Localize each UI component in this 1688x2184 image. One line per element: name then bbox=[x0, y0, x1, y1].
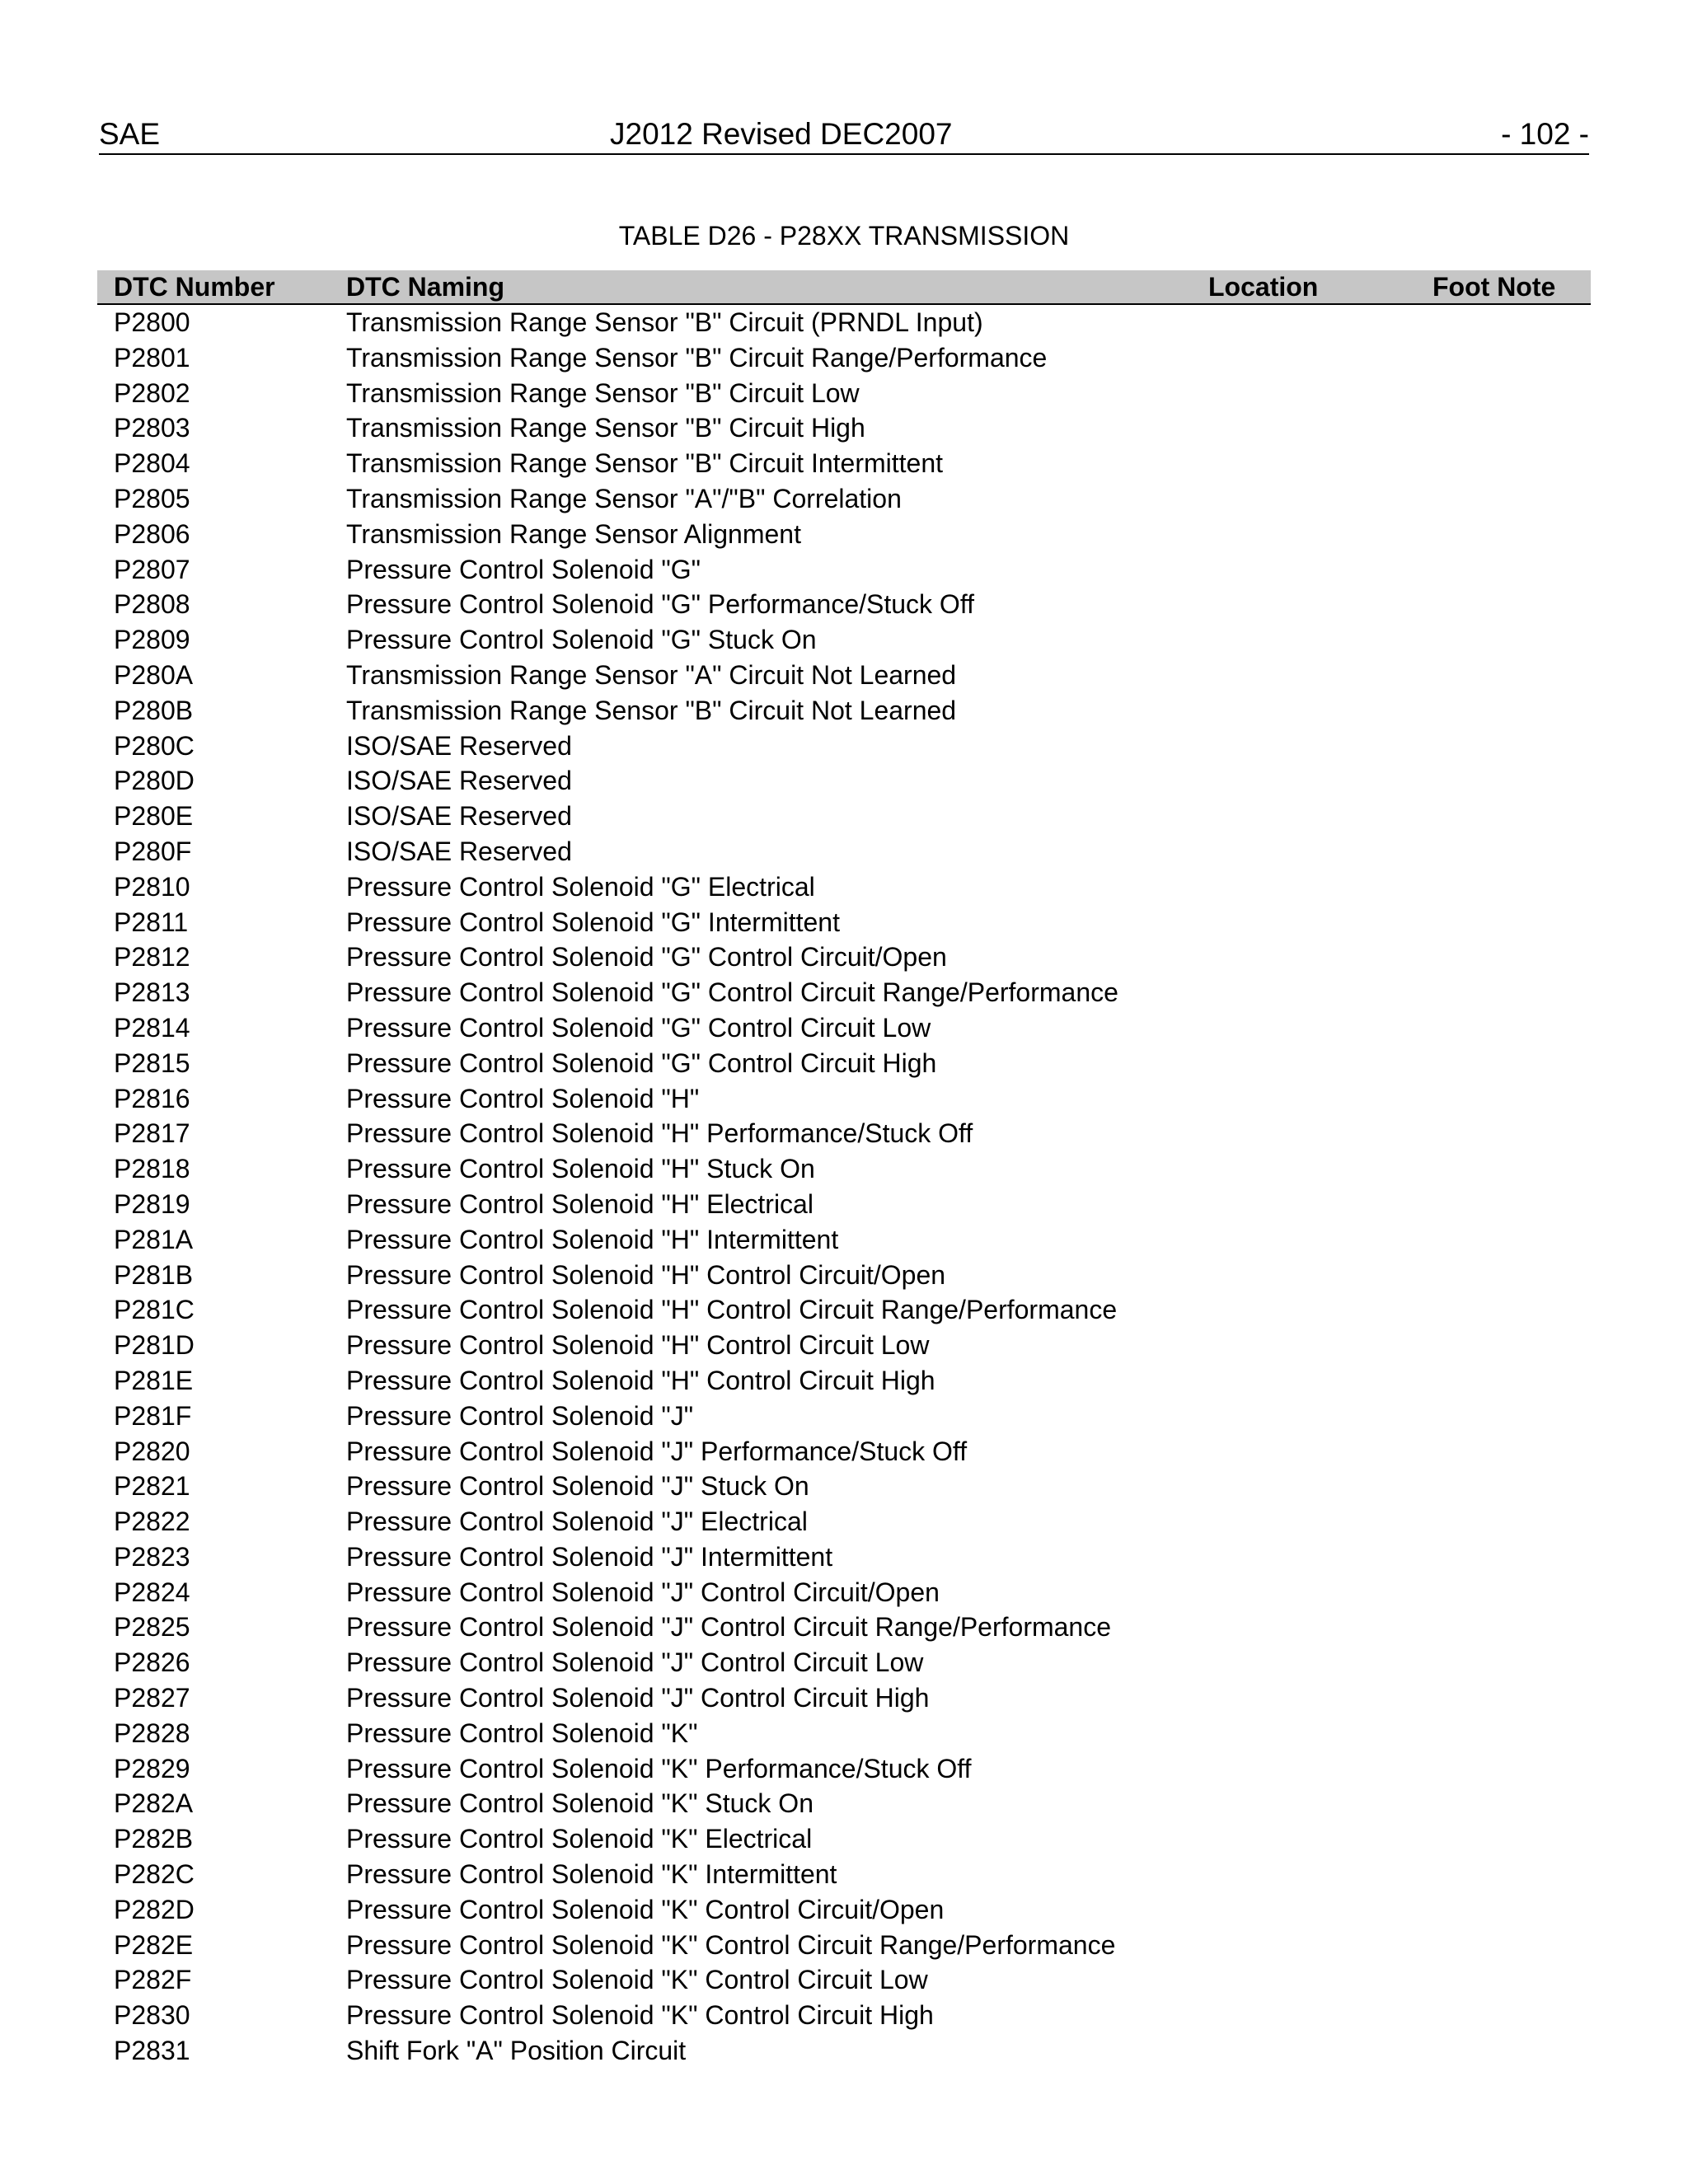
dtc-naming-cell: Pressure Control Solenoid "H" Control Circuit Range/Performance bbox=[346, 1295, 1118, 1325]
table-row bbox=[97, 1434, 1591, 1469]
dtc-number-cell: P2828 bbox=[114, 1718, 190, 1748]
dtc-naming-cell: Pressure Control Solenoid "J" Performance/Stuck Off bbox=[346, 1436, 968, 1466]
dtc-number-cell: P2829 bbox=[114, 1753, 190, 1783]
dtc-naming-cell: Pressure Control Solenoid "H" Control Circuit/Open bbox=[346, 1259, 946, 1290]
dtc-number-cell: P2800 bbox=[114, 307, 190, 337]
dtc-number-cell: P2831 bbox=[114, 2036, 190, 2066]
dtc-number-cell: P2804 bbox=[114, 448, 190, 479]
table-row bbox=[97, 517, 1591, 552]
dtc-number-cell: P2823 bbox=[114, 1541, 190, 1572]
table-row bbox=[97, 340, 1591, 376]
table-row bbox=[97, 1786, 1591, 1821]
dtc-number-cell: P281E bbox=[114, 1365, 194, 1395]
table-row bbox=[97, 1821, 1591, 1857]
table-row bbox=[97, 693, 1591, 729]
dtc-number-cell: P2821 bbox=[114, 1471, 190, 1502]
dtc-naming-cell: Pressure Control Solenoid "H" Performance/Stuck Off bbox=[346, 1118, 973, 1149]
dtc-naming-cell: Pressure Control Solenoid "H" Control Circuit High bbox=[346, 1365, 935, 1395]
dtc-naming-cell: Transmission Range Sensor "B" Circuit Low bbox=[346, 377, 860, 408]
table-row bbox=[97, 729, 1591, 764]
table-row bbox=[97, 1575, 1591, 1610]
dtc-number-cell: P280C bbox=[114, 730, 195, 761]
dtc-number-cell: P282B bbox=[114, 1824, 194, 1854]
table-row bbox=[97, 1399, 1591, 1434]
dtc-naming-cell: Transmission Range Sensor "B" Circuit Not Learned bbox=[346, 695, 957, 725]
dtc-naming-cell: Pressure Control Solenoid "J" Control Circuit/Open bbox=[346, 1577, 940, 1607]
dtc-naming-cell: Pressure Control Solenoid "K" Control Circuit High bbox=[346, 2000, 934, 2031]
table-row bbox=[97, 1010, 1591, 1046]
table-row bbox=[97, 1187, 1591, 1222]
dtc-number-cell: P2825 bbox=[114, 1612, 190, 1643]
table-row bbox=[97, 2033, 1591, 2069]
dtc-number-cell: P2822 bbox=[114, 1507, 190, 1537]
dtc-naming-cell: Pressure Control Solenoid "H" bbox=[346, 1083, 700, 1113]
dtc-naming-cell: ISO/SAE Reserved bbox=[346, 766, 572, 796]
dtc-naming-cell: Pressure Control Solenoid "J" Control Circuit High bbox=[346, 1683, 930, 1713]
table-row bbox=[97, 1645, 1591, 1680]
dtc-naming-cell: ISO/SAE Reserved bbox=[346, 836, 572, 866]
dtc-number-cell: P2814 bbox=[114, 1012, 190, 1043]
table-row bbox=[97, 799, 1591, 834]
dtc-number-cell: P2813 bbox=[114, 977, 190, 1008]
dtc-number-cell: P2805 bbox=[114, 483, 190, 513]
table-row bbox=[97, 1328, 1591, 1363]
dtc-naming-cell: Pressure Control Solenoid "J" Stuck On bbox=[346, 1471, 809, 1502]
dtc-number-cell: P281D bbox=[114, 1330, 195, 1361]
dtc-number-cell: P280A bbox=[114, 659, 194, 690]
table-body bbox=[97, 305, 1591, 2069]
dtc-number-cell: P281A bbox=[114, 1224, 194, 1254]
table-row bbox=[97, 1928, 1591, 1963]
dtc-naming-cell: Pressure Control Solenoid "K" Control Circuit Low bbox=[346, 1965, 928, 1995]
table-row bbox=[97, 1363, 1591, 1399]
column-header-dtc-naming: DTC Naming bbox=[346, 272, 504, 302]
table-row bbox=[97, 1610, 1591, 1645]
column-header-foot-note: Foot Note bbox=[1432, 272, 1556, 302]
table-row bbox=[97, 1751, 1591, 1787]
table-row bbox=[97, 1116, 1591, 1151]
dtc-naming-cell: Transmission Range Sensor "B" Circuit High bbox=[346, 413, 865, 443]
dtc-naming-cell: Transmission Range Sensor "B" Circuit Range/Performance bbox=[346, 342, 1048, 373]
dtc-number-cell: P2807 bbox=[114, 554, 190, 584]
dtc-naming-cell: Pressure Control Solenoid "G" bbox=[346, 554, 701, 584]
dtc-naming-cell: Transmission Range Sensor "A" Circuit Not Learned bbox=[346, 659, 957, 690]
dtc-naming-cell: Pressure Control Solenoid "G" Performance/Stuck Off bbox=[346, 589, 975, 620]
dtc-number-cell: P280D bbox=[114, 766, 195, 796]
dtc-naming-cell: Pressure Control Solenoid "K" Electrical bbox=[346, 1824, 813, 1854]
dtc-number-cell: P2827 bbox=[114, 1683, 190, 1713]
dtc-number-cell: P2824 bbox=[114, 1577, 190, 1607]
table-row bbox=[97, 1892, 1591, 1928]
table-header-row bbox=[97, 270, 1591, 305]
dtc-naming-cell: Pressure Control Solenoid "G" Control Circuit/Open bbox=[346, 942, 947, 972]
dtc-naming-cell: Pressure Control Solenoid "G" Control Circuit Range/Performance bbox=[346, 977, 1118, 1008]
dtc-number-cell: P2826 bbox=[114, 1647, 190, 1678]
dtc-naming-cell: Pressure Control Solenoid "J" Electrical bbox=[346, 1507, 808, 1537]
dtc-naming-cell: Transmission Range Sensor "B" Circuit (PRNDL Input) bbox=[346, 307, 983, 337]
dtc-naming-cell: Shift Fork "A" Position Circuit bbox=[346, 2036, 687, 2066]
dtc-number-cell: P2810 bbox=[114, 871, 190, 902]
table-row bbox=[97, 552, 1591, 588]
dtc-number-cell: P282C bbox=[114, 1859, 195, 1890]
dtc-number-cell: P282D bbox=[114, 1894, 195, 1924]
dtc-naming-cell: Pressure Control Solenoid "H" Intermittent bbox=[346, 1224, 839, 1254]
header-organization: SAE bbox=[99, 117, 161, 151]
dtc-naming-cell: Pressure Control Solenoid "K" Performance/Stuck Off bbox=[346, 1753, 972, 1783]
dtc-number-cell: P2812 bbox=[114, 942, 190, 972]
dtc-number-cell: P282F bbox=[114, 1965, 192, 1995]
dtc-naming-cell: Pressure Control Solenoid "J" bbox=[346, 1400, 694, 1431]
dtc-naming-cell: ISO/SAE Reserved bbox=[346, 730, 572, 761]
dtc-number-cell: P282A bbox=[114, 1788, 194, 1819]
dtc-naming-cell: Pressure Control Solenoid "H" Stuck On bbox=[346, 1154, 815, 1184]
dtc-naming-cell: Pressure Control Solenoid "K" Control Circuit/Open bbox=[346, 1894, 945, 1924]
dtc-table bbox=[97, 270, 1591, 2069]
dtc-naming-cell: Pressure Control Solenoid "G" Stuck On bbox=[346, 625, 817, 655]
table-row bbox=[97, 905, 1591, 940]
dtc-number-cell: P2818 bbox=[114, 1154, 190, 1184]
dtc-number-cell: P2811 bbox=[114, 907, 189, 937]
table-row bbox=[97, 975, 1591, 1010]
table-row bbox=[97, 376, 1591, 411]
table-row bbox=[97, 658, 1591, 693]
dtc-naming-cell: Pressure Control Solenoid "G" Control Circuit Low bbox=[346, 1012, 931, 1043]
dtc-number-cell: P281C bbox=[114, 1295, 195, 1325]
dtc-naming-cell: Pressure Control Solenoid "G" Electrical bbox=[346, 871, 815, 902]
dtc-naming-cell: Transmission Range Sensor "B" Circuit Intermittent bbox=[346, 448, 944, 479]
dtc-naming-cell: Pressure Control Solenoid "K" Control Circuit Range/Performance bbox=[346, 1929, 1116, 1960]
table-row bbox=[97, 481, 1591, 517]
table-row bbox=[97, 1680, 1591, 1716]
dtc-number-cell: P2817 bbox=[114, 1118, 190, 1149]
column-header-location: Location bbox=[1208, 272, 1319, 302]
table-row bbox=[97, 1716, 1591, 1751]
table-row bbox=[97, 587, 1591, 622]
dtc-naming-cell: Pressure Control Solenoid "H" Electrical bbox=[346, 1188, 814, 1219]
dtc-naming-cell: Pressure Control Solenoid "H" Control Circuit Low bbox=[346, 1330, 930, 1361]
table-title: TABLE D26 - P28XX TRANSMISSION bbox=[618, 221, 1070, 251]
table-row bbox=[97, 1222, 1591, 1258]
table-row bbox=[97, 622, 1591, 658]
dtc-number-cell: P282E bbox=[114, 1929, 194, 1960]
dtc-number-cell: P281F bbox=[114, 1400, 192, 1431]
dtc-number-cell: P2809 bbox=[114, 625, 190, 655]
dtc-number-cell: P280E bbox=[114, 801, 194, 832]
dtc-number-cell: P2803 bbox=[114, 413, 190, 443]
table-row bbox=[97, 446, 1591, 481]
table-row bbox=[97, 1469, 1591, 1504]
table-row bbox=[97, 1962, 1591, 1998]
dtc-naming-cell: Transmission Range Sensor Alignment bbox=[346, 518, 801, 549]
dtc-naming-cell: Pressure Control Solenoid "G" Control Circuit High bbox=[346, 1047, 937, 1078]
dtc-naming-cell: Pressure Control Solenoid "J" Control Circuit Low bbox=[346, 1647, 924, 1678]
dtc-number-cell: P2830 bbox=[114, 2000, 190, 2031]
table-row bbox=[97, 410, 1591, 446]
dtc-number-cell: P280F bbox=[114, 836, 192, 866]
header-page-number: - 102 - bbox=[1501, 117, 1589, 151]
table-row bbox=[97, 1151, 1591, 1187]
header-document-id: J2012 Revised DEC2007 bbox=[610, 117, 953, 151]
dtc-number-cell: P2816 bbox=[114, 1083, 190, 1113]
dtc-number-cell: P2802 bbox=[114, 377, 190, 408]
table-row bbox=[97, 1504, 1591, 1540]
dtc-naming-cell: Pressure Control Solenoid "K" Stuck On bbox=[346, 1788, 814, 1819]
dtc-naming-cell: Pressure Control Solenoid "J" Control Circuit Range/Performance bbox=[346, 1612, 1112, 1643]
dtc-number-cell: P2801 bbox=[114, 342, 190, 373]
page-header bbox=[99, 115, 1589, 155]
dtc-number-cell: P280B bbox=[114, 695, 194, 725]
dtc-naming-cell: Pressure Control Solenoid "G" Intermittent bbox=[346, 907, 840, 937]
table-row bbox=[97, 305, 1591, 340]
table-row bbox=[97, 1081, 1591, 1117]
table-row bbox=[97, 1258, 1591, 1293]
table-row bbox=[97, 834, 1591, 869]
dtc-naming-cell: Pressure Control Solenoid "K" bbox=[346, 1718, 698, 1748]
table-row bbox=[97, 1540, 1591, 1575]
table-row bbox=[97, 763, 1591, 799]
table-row bbox=[97, 940, 1591, 975]
dtc-number-cell: P2819 bbox=[114, 1188, 190, 1219]
dtc-number-cell: P2808 bbox=[114, 589, 190, 620]
column-header-dtc-number: DTC Number bbox=[114, 272, 275, 302]
table-row bbox=[97, 1998, 1591, 2033]
table-row bbox=[97, 869, 1591, 905]
table-row bbox=[97, 1292, 1591, 1328]
dtc-naming-cell: Pressure Control Solenoid "J" Intermittent bbox=[346, 1541, 833, 1572]
dtc-naming-cell: Pressure Control Solenoid "K" Intermittent bbox=[346, 1859, 837, 1890]
dtc-naming-cell: Transmission Range Sensor "A"/"B" Correlation bbox=[346, 483, 902, 513]
table-row bbox=[97, 1046, 1591, 1081]
dtc-number-cell: P2815 bbox=[114, 1047, 190, 1078]
dtc-number-cell: P2820 bbox=[114, 1436, 190, 1466]
dtc-naming-cell: ISO/SAE Reserved bbox=[346, 801, 572, 832]
dtc-number-cell: P281B bbox=[114, 1259, 194, 1290]
dtc-number-cell: P2806 bbox=[114, 518, 190, 549]
table-row bbox=[97, 1857, 1591, 1892]
